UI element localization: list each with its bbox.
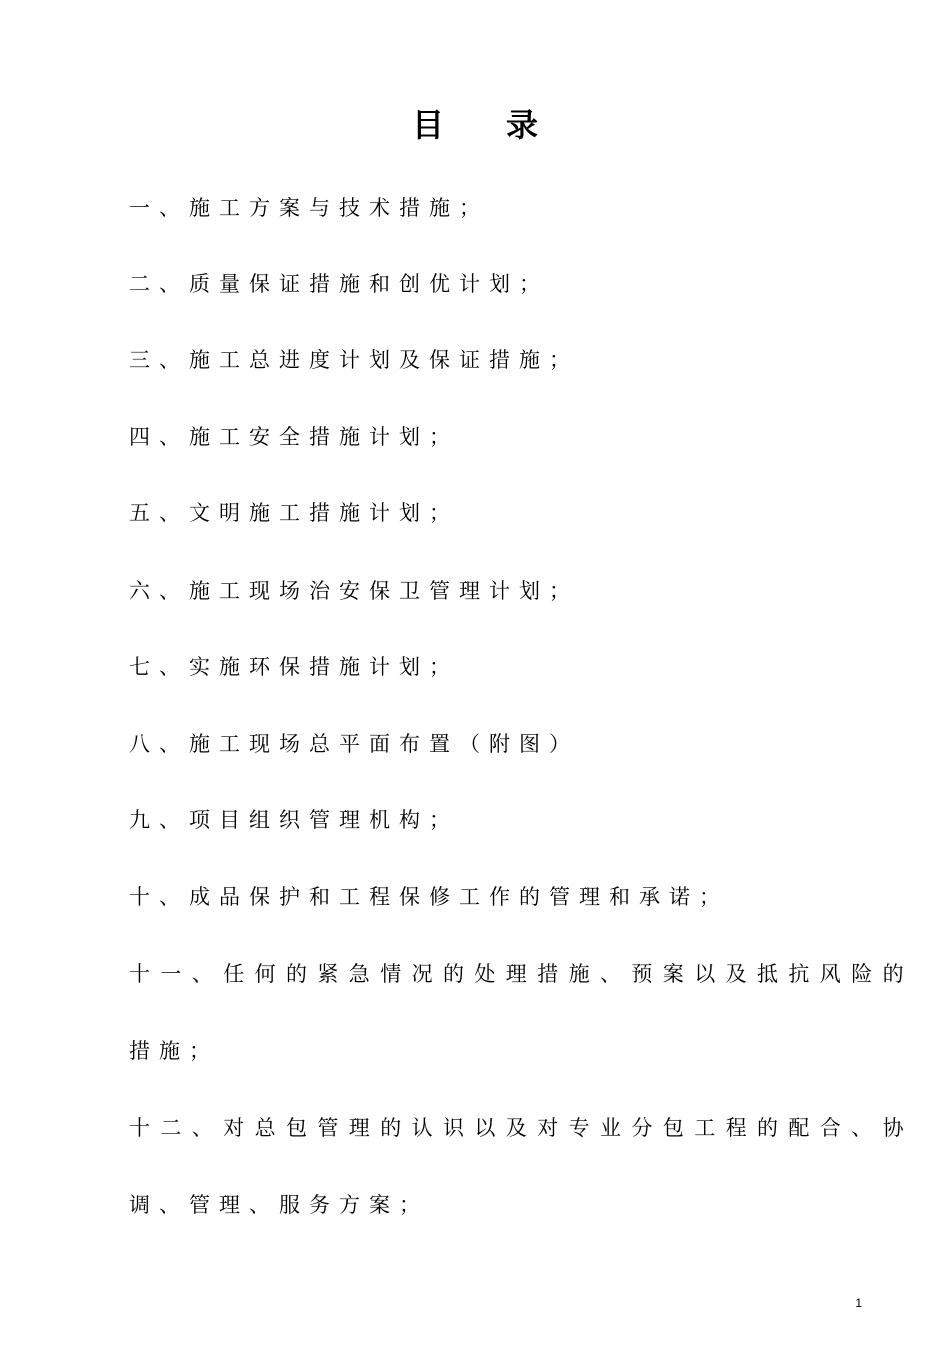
- toc-item-4: 四、施工安全措施计划；: [129, 425, 459, 449]
- title-char-2: 录: [506, 106, 539, 144]
- toc-item-3: 三、施工总进度计划及保证措施；: [129, 348, 579, 372]
- toc-item-1: 一、施工方案与技术措施；: [129, 196, 489, 220]
- toc-item-6: 六、施工现场治安保卫管理计划；: [129, 579, 579, 603]
- toc-item-10: 十、成品保护和工程保修工作的管理和承诺；: [129, 885, 729, 909]
- toc-item-5: 五、文明施工措施计划；: [129, 501, 459, 525]
- toc-item-12-line-2: 调、管理、服务方案；: [129, 1193, 429, 1217]
- toc-item-11-line-2: 措施；: [129, 1039, 219, 1063]
- toc-item-8: 八、施工现场总平面布置（附图）: [129, 732, 579, 756]
- toc-item-11-line-1: 十一、任何的紧急情况的处理措施、预案以及抵抗风险的: [129, 962, 914, 986]
- toc-item-9: 九、项目组织管理机构；: [129, 808, 459, 832]
- toc-item-12-line-1: 十二、对总包管理的认识以及对专业分包工程的配合、协: [129, 1116, 914, 1140]
- toc-item-2: 二、质量保证措施和创优计划；: [129, 272, 549, 296]
- page-number: 1: [855, 1296, 862, 1310]
- title-char-1: 目: [411, 106, 444, 144]
- toc-item-7: 七、实施环保措施计划；: [129, 655, 459, 679]
